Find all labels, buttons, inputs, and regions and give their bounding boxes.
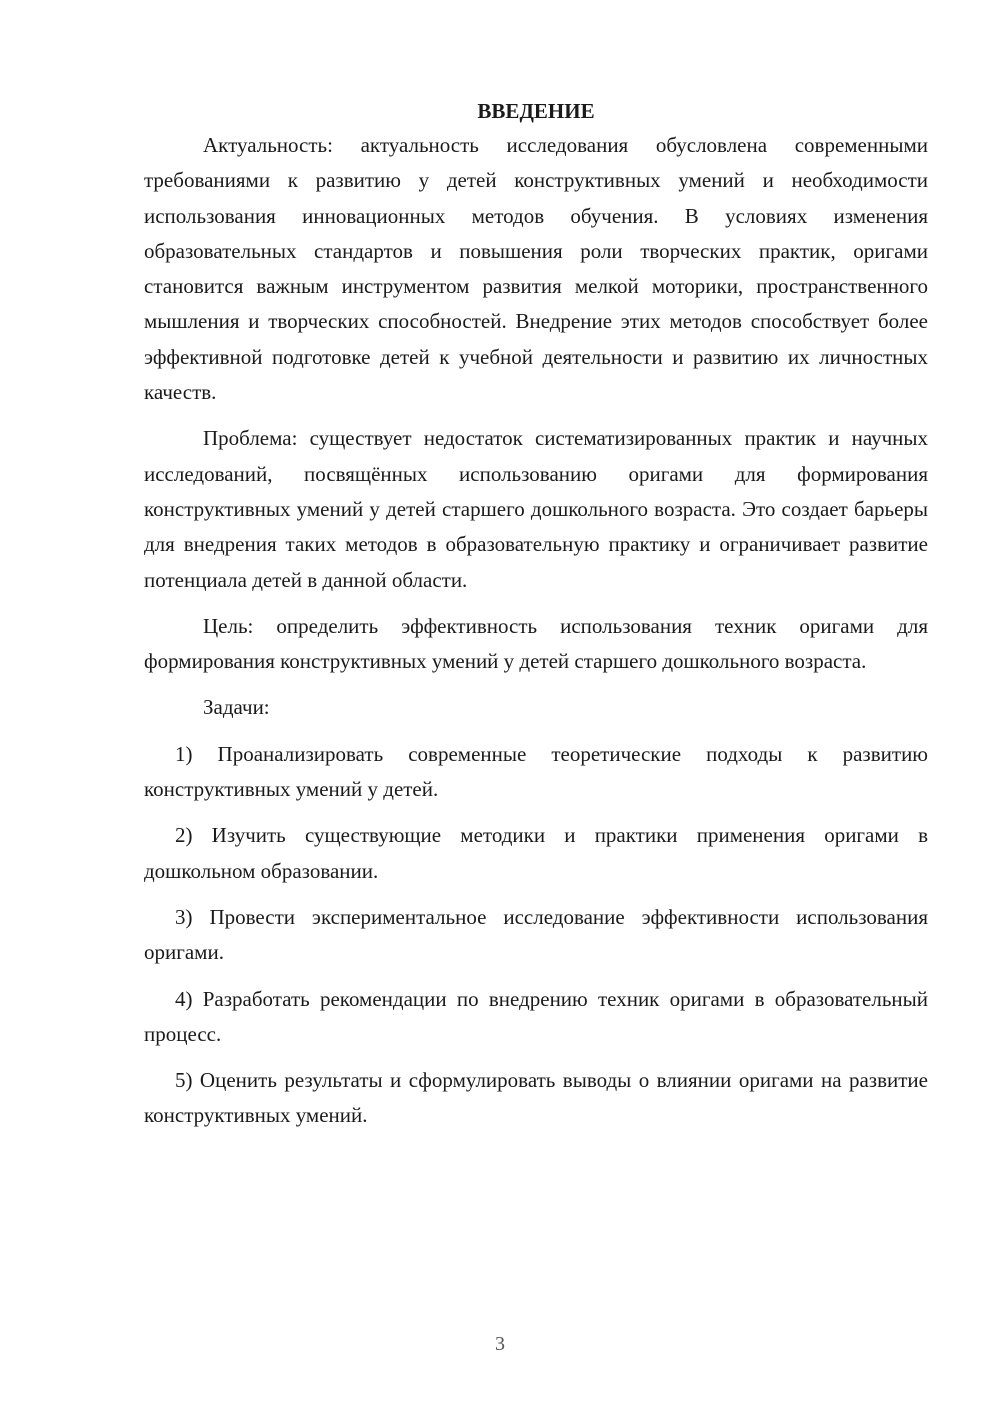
tasks-heading: Задачи: — [203, 695, 270, 720]
problem-paragraph: Проблема: существует недостаток систематизированных практик и научных исследований, посвящённых использованию оригами для формирования конструктивных умений у детей старшего дошкольного возраста. Это создает барьеры для внедрения таких методов в образовательную практику и ограничивает развитие потенциала детей в данной области. — [144, 426, 928, 592]
task-item-4: 4) Разработать рекомендации по внедрению техник оригами в образовательный процесс. — [144, 986, 928, 1046]
task-item-5: 5) Оценить результаты и сформулировать выводы о влиянии оригами на развитие конструктивных умений. — [144, 1068, 928, 1128]
task-item-2: 2) Изучить существующие методики и практики применения оригами в дошкольном образовании. — [144, 823, 928, 883]
goal-paragraph: Цель: определить эффективность использования техник оригами для формирования конструктивных умений у детей старшего дошкольного возраста. — [144, 613, 928, 674]
task-item-3: 3) Провести экспериментальное исследование эффективности использования оригами. — [144, 904, 928, 965]
section-heading: ВВЕДЕНИЕ — [477, 99, 595, 123]
page-number: 3 — [495, 1333, 505, 1355]
document-page — [144, 96, 928, 1134]
task-item-1: 1) Проанализировать современные теоретические подходы к развитию конструктивных умений у детей. — [144, 741, 928, 802]
relevance-paragraph: Актуальность: актуальность исследования обусловлена современными требованиями к развитию у детей конструктивных умений и необходимости использования инновационных методов обучения. В условиях изменения образовательных стандартов и повышения роли творческих практик, оригами становится важным инструментом развития мелкой моторики, пространственного мышления и творческих способностей. Внедрение этих методов способствует более эффективной подготовке детей к учебной деятельности и развитию их личностных качеств. — [144, 133, 928, 405]
